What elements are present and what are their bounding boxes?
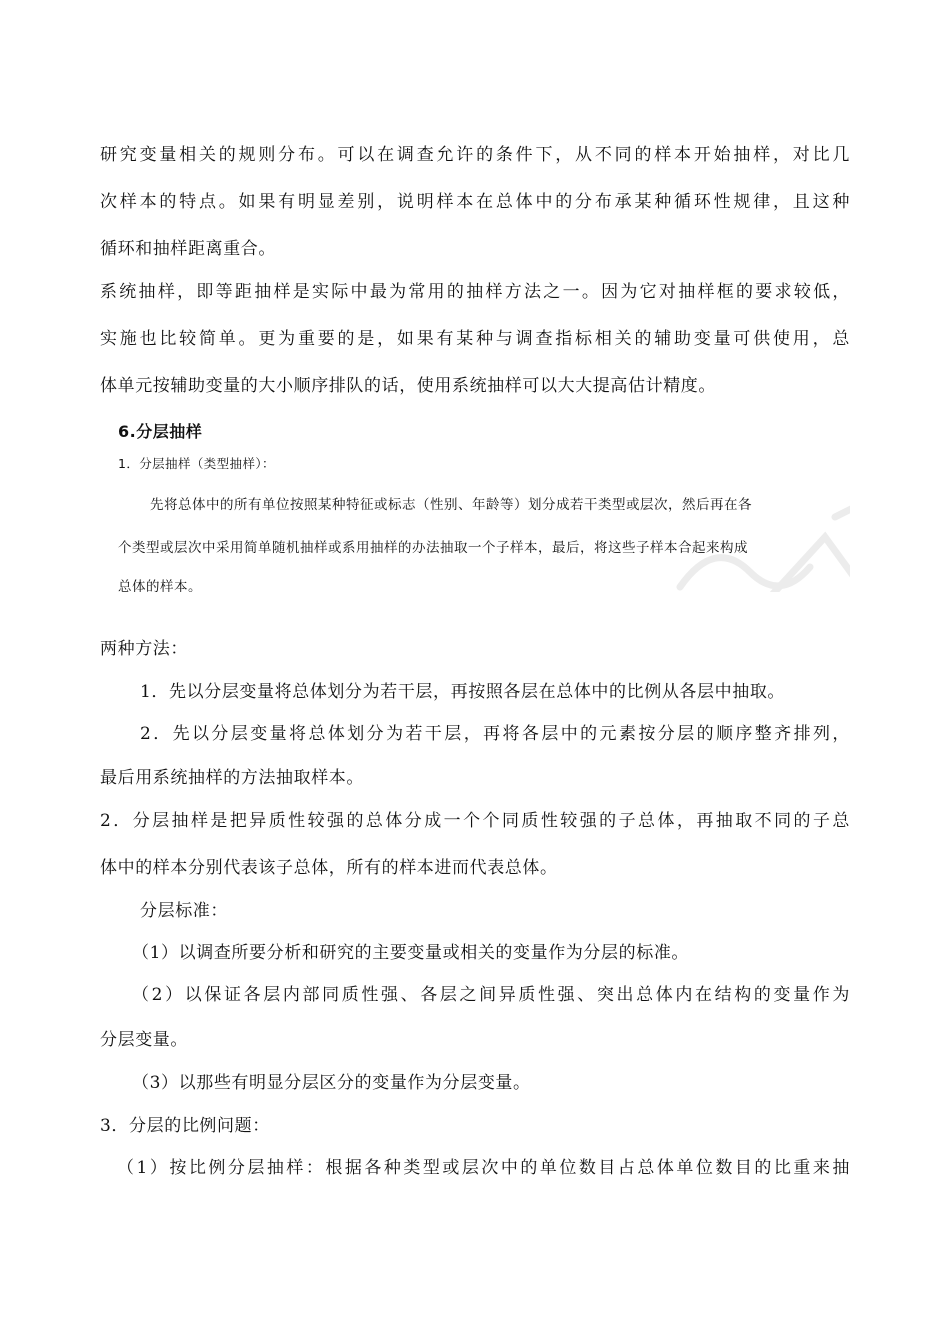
image-text-line: 先将总体中的所有单位按照某种特征或标志（性别、年龄等）划分成若干类型或层次，然后再在各 (150, 497, 752, 513)
text-line: 研究变量相关的规则分布。可以在调查允许的条件下，从不同的样本开始抽样，对比几 (100, 145, 850, 165)
criteria-title: 分层标准： (140, 901, 228, 921)
criteria-item: （3）以那些有明显分层区分的变量作为分层变量。 (132, 1073, 531, 1093)
criteria-item: （1）以调查所要分析和研究的主要变量或相关的变量作为分层的标准。 (132, 943, 690, 963)
section-heading: 6.分层抽样 (118, 422, 203, 441)
text-line: 3．分层的比例问题： (100, 1116, 270, 1136)
text-line: 系统抽样，即等距抽样是实际中最为常用的抽样方法之一。因为它对抽样框的要求较低， (100, 282, 850, 302)
method-item: 2．先以分层变量将总体划分为若干层，再将各层中的元素按分层的顺序整齐排列， (140, 724, 850, 744)
text-line: 循环和抽样距离重合。 (100, 239, 276, 259)
methods-title: 两种方法： (100, 639, 188, 659)
text-line: 2．分层抽样是把异质性较强的总体分成一个个同质性较强的子总体，再抽取不同的子总 (100, 811, 850, 831)
text-line: 分层变量。 (100, 1030, 188, 1050)
image-text-line: 个类型或层次中采用简单随机抽样或系用抽样的办法抽取一个子样本，最后，将这些子样本合起来构成 (118, 540, 748, 556)
text-line: 体中的样本分别代表该子总体，所有的样本进而代表总体。 (100, 858, 558, 878)
text-line: 实施也比较简单。更为重要的是，如果有某种与调查指标相关的辅助变量可供使用，总 (100, 329, 850, 349)
text-line: 体单元按辅助变量的大小顺序排队的话，使用系统抽样可以大大提高估计精度。 (100, 376, 716, 396)
method-item: 1．先以分层变量将总体划分为若干层，再按照各层在总体中的比例从各层中抽取。 (140, 682, 786, 702)
section-subheading: 1．分层抽样（类型抽样）： (118, 456, 275, 471)
text-line: 次样本的特点。如果有明显差别，说明样本在总体中的分布承某种循环性规律，且这种 (100, 192, 850, 212)
embedded-image (100, 407, 850, 592)
text-line: （1）按比例分层抽样：根据各种类型或层次中的单位数目占总体单位数目的比重来抽 (117, 1158, 850, 1178)
text-line: 最后用系统抽样的方法抽取样本。 (100, 768, 364, 788)
image-text-line: 总体的样本。 (118, 579, 202, 592)
criteria-item: （2）以保证各层内部同质性强、各层之间异质性强、突出总体内在结构的变量作为 (132, 985, 850, 1005)
